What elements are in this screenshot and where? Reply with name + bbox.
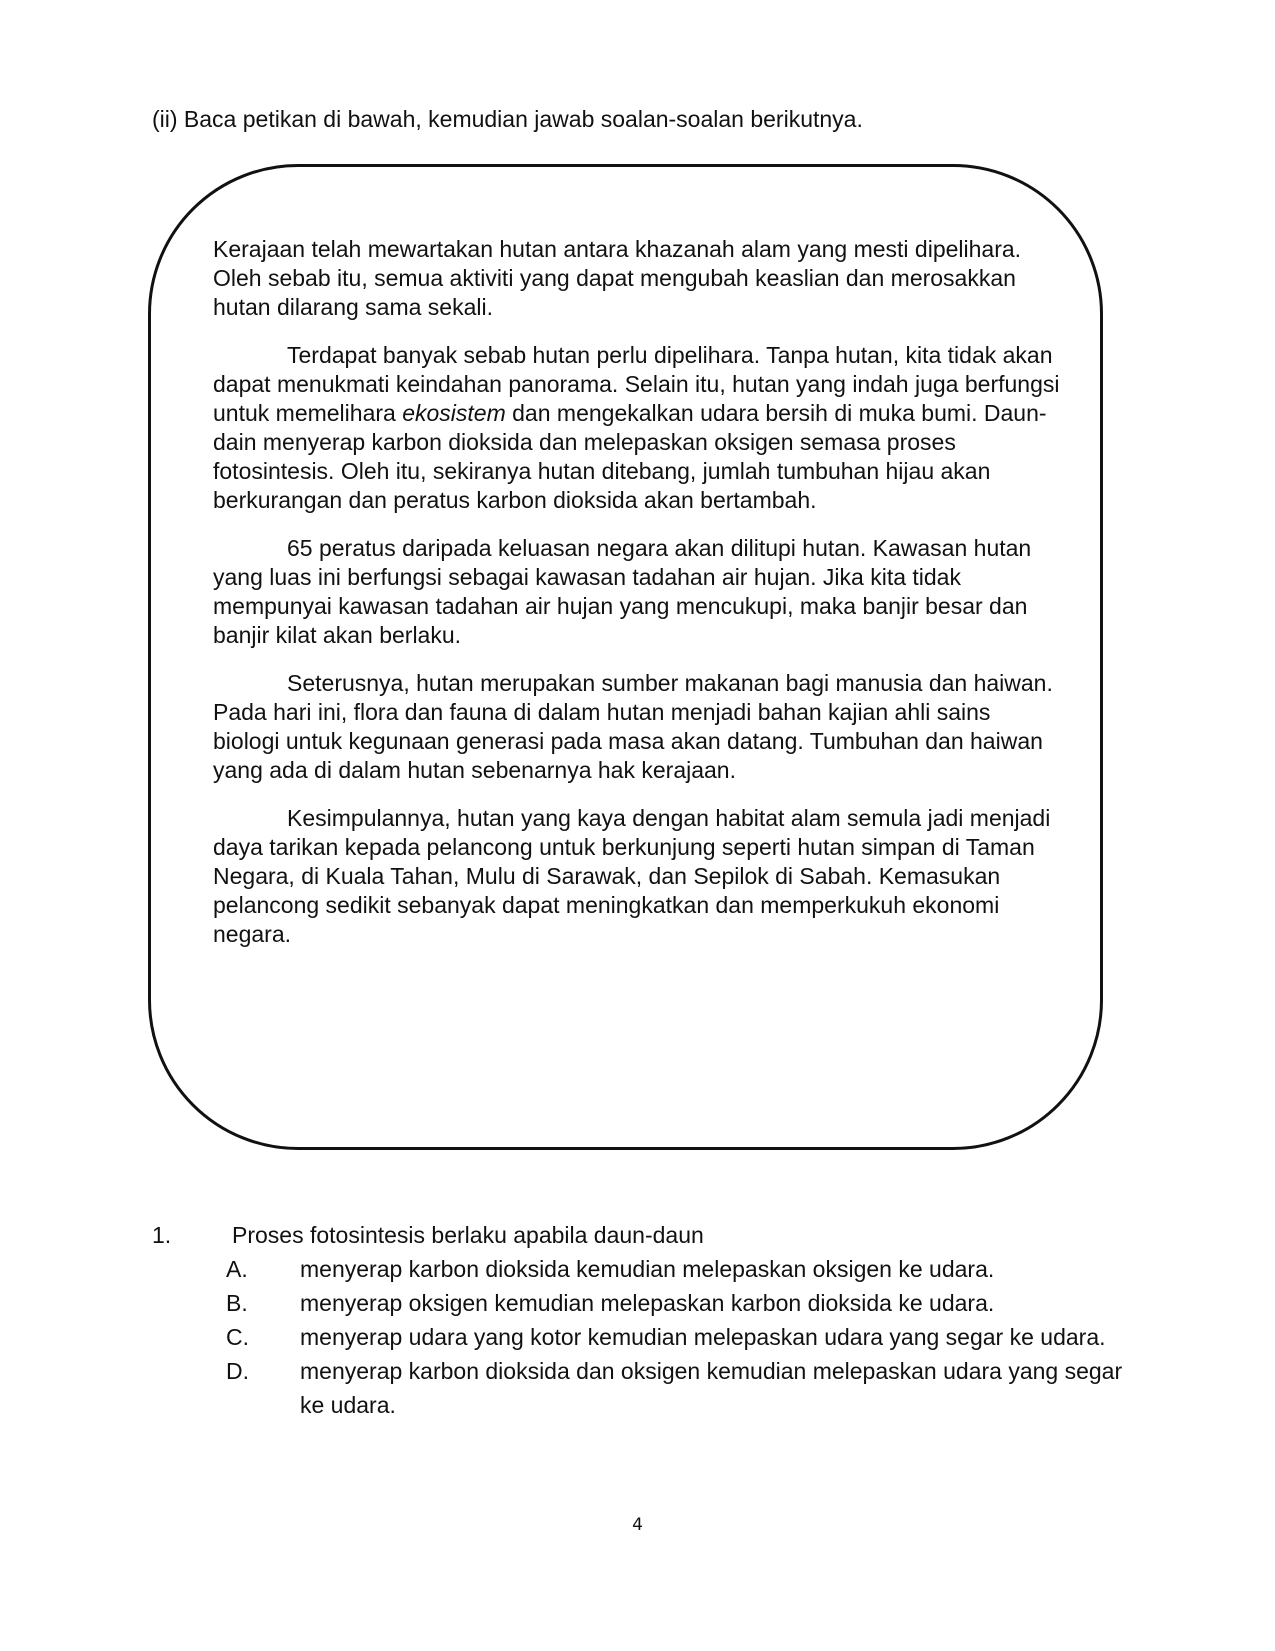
option-text: menyerap oksigen kemudian melepaskan karbon dioksida ke udara. (300, 1290, 995, 1316)
option-letter: B. (226, 1290, 248, 1316)
question-stem: Proses fotosintesis berlaku apabila daun-daun (232, 1222, 704, 1248)
passage-paragraph-3: 65 peratus daripada keluasan negara akan dilitupi hutan. Kawasan hutan yang luas ini berfungsi sebagai kawasan tadahan air hujan. Jika kita tidak mempunyai kawasan tadahan air hujan yang mencukupi, maka banjir besar dan banjir kilat akan berlaku. (213, 535, 1032, 648)
passage-paragraph-2-end: dan mengekalkan udara bersih di muka bumi. Daun-dain menyerap karbon dioksida dan melepaskan oksigen semasa proses fotosintesis. Oleh itu, sekiranya hutan ditebang, jumlah tumbuhan hijau akan berkurangan dan peratus karbon dioksida akan bertambah. (213, 400, 1047, 513)
option-a (226, 1252, 1142, 1286)
option-text: menyerap karbon dioksida kemudian melepaskan oksigen ke udara. (300, 1256, 995, 1282)
instruction-text: (ii) Baca petikan di bawah, kemudian jawab soalan-soalan berikutnya. (152, 106, 863, 132)
answer-options (226, 1252, 1142, 1422)
option-c (226, 1320, 1142, 1354)
question-header (152, 1218, 1142, 1252)
italic-term: ekosistem (402, 400, 506, 426)
option-text: menyerap karbon dioksida dan oksigen kemudian melepaskan udara yang segar ke udara. (300, 1358, 1123, 1418)
option-letter: D. (226, 1358, 249, 1384)
question-number: 1. (152, 1222, 172, 1248)
option-b (226, 1286, 1142, 1320)
page-number: 4 (632, 1515, 643, 1535)
option-d (226, 1354, 1142, 1422)
passage-paragraph-4: Seterusnya, hutan merupakan sumber makanan bagi manusia dan haiwan. Pada hari ini, flora dan fauna di dalam hutan menjadi bahan kajian ahli sains biologi untuk kegunaan generasi pada masa akan datang. Tumbuhan dan haiwan yang ada di dalam hutan sebenarnya hak kerajaan. (213, 670, 1053, 783)
passage-paragraph-2-start: Terdapat banyak sebab hutan perlu dipelihara. Tanpa hutan, kita tidak akan dapat menukmati keindahan panorama. Selain itu, hutan yang indah juga berfungsi untuk memelihara (213, 342, 1060, 426)
option-letter: C. (226, 1324, 249, 1350)
option-letter: A. (226, 1256, 248, 1282)
question-1 (152, 1218, 1142, 1422)
passage-paragraph-1: Kerajaan telah mewartakan hutan antara khazanah alam yang mesti dipelihara. Oleh sebab itu, semua aktiviti yang dapat mengubah keaslian dan merosakkan hutan dilarang sama sekali. (213, 236, 1022, 320)
option-text: menyerap udara yang kotor kemudian melepaskan udara yang segar ke udara. (300, 1324, 1106, 1350)
passage-paragraph-2 (213, 341, 1063, 515)
passage (213, 235, 1063, 968)
passage-paragraph-5: Kesimpulannya, hutan yang kaya dengan habitat alam semula jadi menjadi daya tarikan kepada pelancong untuk berkunjung seperti hutan simpan di Taman Negara, di Kuala Tahan, Mulu di Sarawak, dan Sepilok di Sabah. Kemasukan pelancong sedikit sebanyak dapat meningkatkan dan memperkukuh ekonomi negara. (213, 805, 1051, 947)
